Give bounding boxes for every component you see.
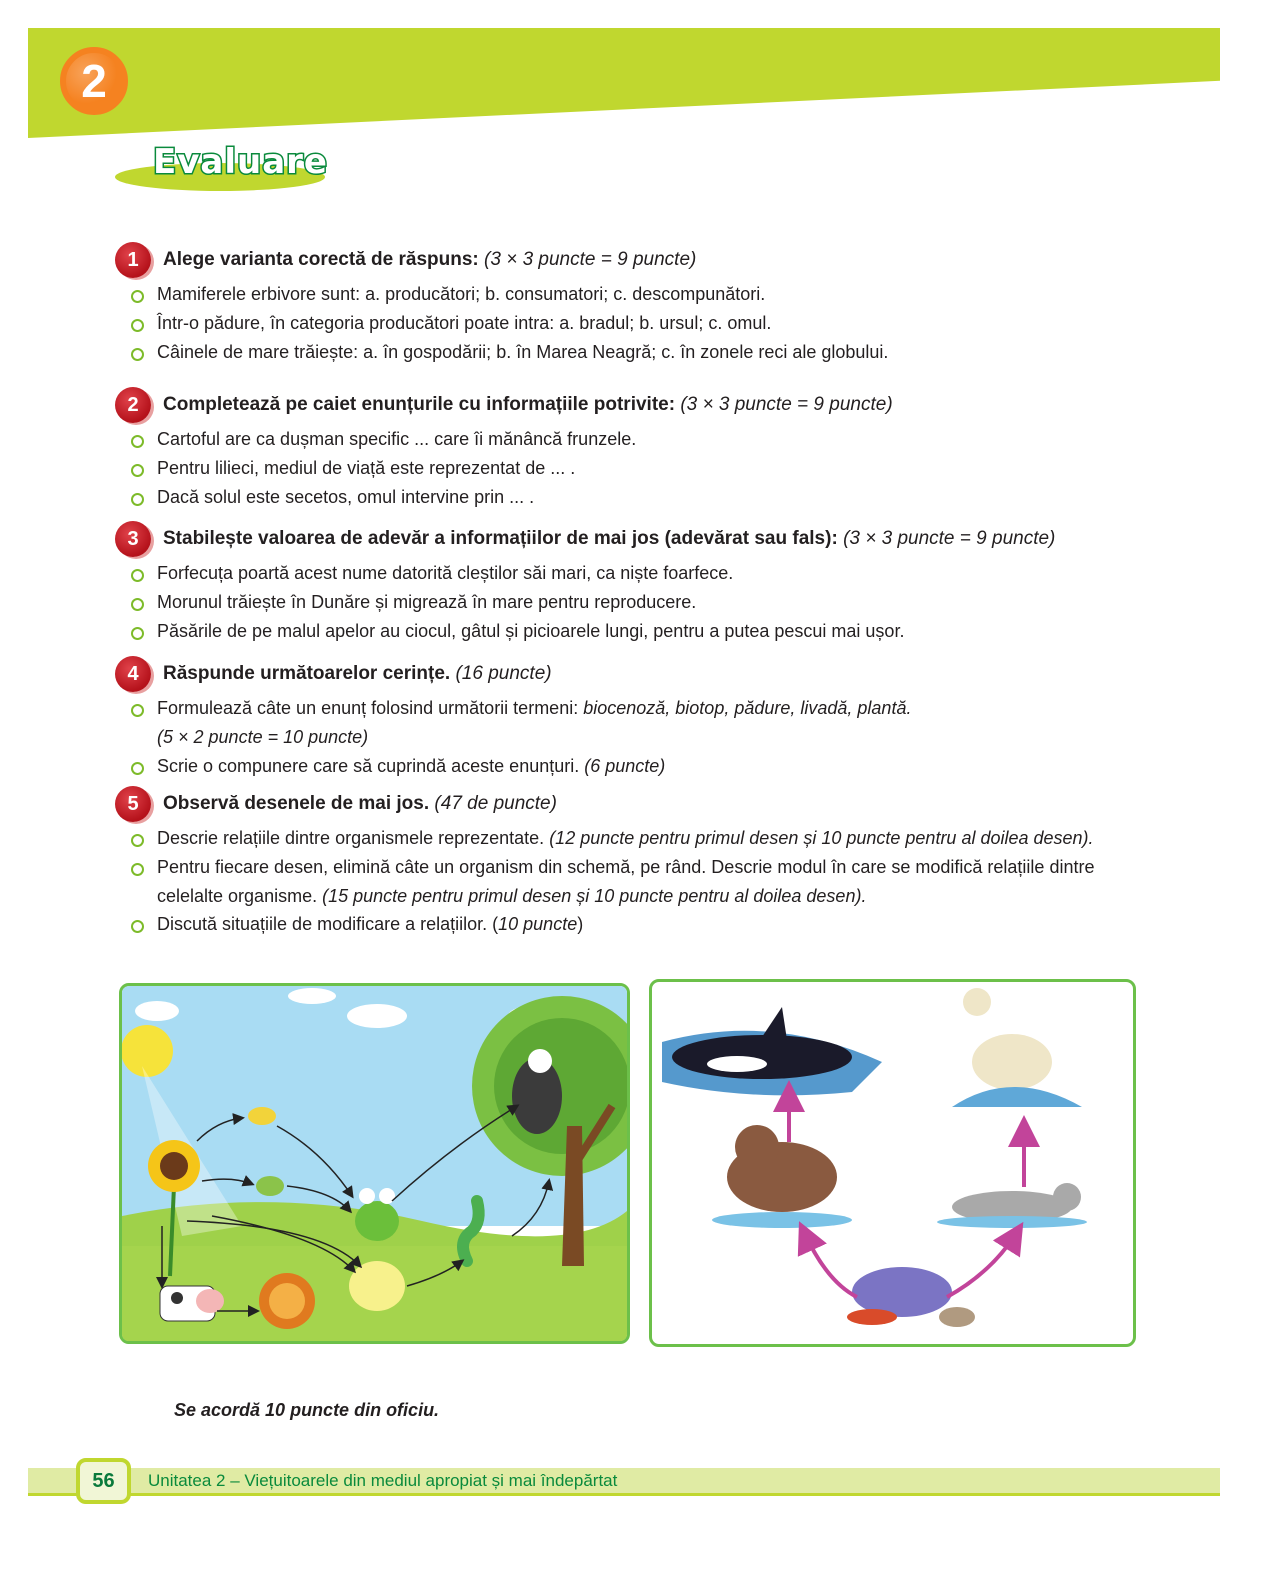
item-text: Formulează câte un enunț folosind următorii termeni: xyxy=(157,698,584,718)
question-title xyxy=(163,394,893,416)
item-text: Forfecuța poartă acest nume datorită cleștilor săi mari, ca niște foarfece. xyxy=(157,563,734,583)
chicken xyxy=(349,1261,405,1311)
question-number-badge: 5 xyxy=(115,786,151,822)
orca xyxy=(672,1007,852,1079)
item-text: Pentru fiecare desen, elimină câte un organism din schemă, pe rând. Descrie modul în care se modifică relațiile dintre celelalte organisme. xyxy=(157,856,1095,906)
item-text: Într-o pădure, în categoria producători poate intra: a. bradul; b. ursul; c. omul. xyxy=(157,312,772,333)
question-title xyxy=(163,663,552,685)
question-instruction: Alege varianta corectă de răspuns: xyxy=(163,249,479,270)
question-header xyxy=(115,786,1155,822)
item-text: Discută situațiile de modificare a relațiilor. ( xyxy=(157,914,499,935)
item-text: Morunul trăiește în Dunăre și migrează în mare pentru reproducere. xyxy=(157,591,697,612)
question-points: (47 de puncte) xyxy=(434,793,557,814)
item-text: Scrie o compunere care să cuprindă aceste enunțuri. xyxy=(157,755,585,776)
question-items xyxy=(115,824,1155,939)
question-points: (16 puncte) xyxy=(455,663,552,684)
food-web-arctic-image xyxy=(649,979,1136,1347)
question-item xyxy=(115,280,1125,309)
question-number-badge: 4 xyxy=(115,656,151,692)
item-italic-text: 10 puncte xyxy=(498,914,578,935)
item-points: (5 × 2 puncte = 10 puncte) xyxy=(157,726,369,747)
page-number: 56 xyxy=(76,1458,131,1504)
question-title xyxy=(163,528,1055,550)
bonus-points-note: Se acordă 10 puncte din oficiu. xyxy=(174,1400,440,1420)
item-text: Dacă solul este secetos, omul intervine prin ... . xyxy=(157,486,535,507)
question-item xyxy=(115,338,1125,367)
item-text: Cartoful are ca dușman specific ... care îi mănâncă frunzele. xyxy=(157,429,637,449)
question-items xyxy=(115,425,1155,511)
question-5 xyxy=(115,786,1155,939)
question-points: (3 × 3 puncte = 9 puncte) xyxy=(680,394,893,415)
item-text: Pentru lilieci, mediul de viață este reprezentat de ... . xyxy=(157,457,576,478)
item-italic-text: (6 puncte) xyxy=(584,755,666,776)
question-header xyxy=(115,242,1155,278)
question-items xyxy=(115,559,1155,645)
item-italic-text: (12 puncte pentru primul desen și 10 puncte pentru al doilea desen). xyxy=(549,828,1094,848)
question-header xyxy=(115,521,1155,557)
question-item xyxy=(115,588,1125,617)
question-4 xyxy=(115,656,1155,780)
question-number-badge: 1 xyxy=(115,242,151,278)
question-item xyxy=(115,559,1125,588)
question-title xyxy=(163,249,696,271)
question-instruction: Răspunde următoarelor cerințe. xyxy=(163,663,451,684)
item-italic-text: (15 puncte pentru primul desen și 10 puncte pentru al doilea desen). xyxy=(322,885,867,906)
question-1 xyxy=(115,242,1155,366)
item-italic-text: biocenoză, biotop, pădure, livadă, plantă. xyxy=(583,698,912,718)
question-item xyxy=(115,824,1125,853)
item-text: Descrie relațiile dintre organismele reprezentate. xyxy=(157,828,550,848)
header-banner xyxy=(28,28,1220,138)
question-item xyxy=(115,309,1125,338)
question-2 xyxy=(115,387,1155,511)
item-text: Mamiferele erbivore sunt: a. producători; b. consumatori; c. descompunători. xyxy=(157,284,766,304)
question-number-badge: 2 xyxy=(115,387,151,423)
question-item xyxy=(115,752,1125,781)
question-items xyxy=(115,280,1155,366)
food-web-terrestrial-image xyxy=(119,983,630,1344)
question-instruction: Observă desenele de mai jos. xyxy=(163,793,430,814)
section-title: Evaluare xyxy=(153,142,328,182)
question-header xyxy=(115,387,1155,423)
question-title xyxy=(163,793,557,815)
walrus xyxy=(712,1125,852,1228)
question-header xyxy=(115,656,1155,692)
plankton-crustaceans xyxy=(847,1267,975,1327)
unit-number-badge: 2 xyxy=(60,47,128,115)
question-number-badge: 3 xyxy=(115,521,151,557)
question-instruction: Completează pe caiet enunțurile cu informațiile potrivite: xyxy=(163,394,676,415)
item-text: Păsările de pe malul apelor au ciocul, gâtul și picioarele lungi, pentru a putea pescui mai ușor. xyxy=(157,620,905,641)
question-item xyxy=(115,694,1125,752)
cow xyxy=(160,1286,224,1321)
question-3 xyxy=(115,521,1155,645)
question-points: (3 × 3 puncte = 9 puncte) xyxy=(843,528,1056,549)
question-points: (3 × 3 puncte = 9 puncte) xyxy=(484,249,697,270)
item-text-end: ) xyxy=(577,914,584,935)
polar-bear xyxy=(952,988,1082,1107)
item-text: Câinele de mare trăiește: a. în gospodării; b. în Marea Neagră; c. în zonele reci ale globului. xyxy=(157,341,889,362)
question-item xyxy=(115,454,1125,483)
question-item xyxy=(115,617,1125,646)
question-item xyxy=(115,425,1125,454)
lion xyxy=(259,1273,315,1329)
question-items xyxy=(115,694,1155,780)
footer-unit-title: Unitatea 2 – Viețuitoarele din mediul apropiat și mai îndepărtat xyxy=(148,1471,618,1490)
question-item xyxy=(115,910,1125,939)
question-instruction: Stabilește valoarea de adevăr a informațiilor de mai jos (adevărat sau fals): xyxy=(163,528,838,549)
seal xyxy=(937,1183,1087,1228)
question-item xyxy=(115,853,1125,911)
question-item xyxy=(115,483,1125,512)
